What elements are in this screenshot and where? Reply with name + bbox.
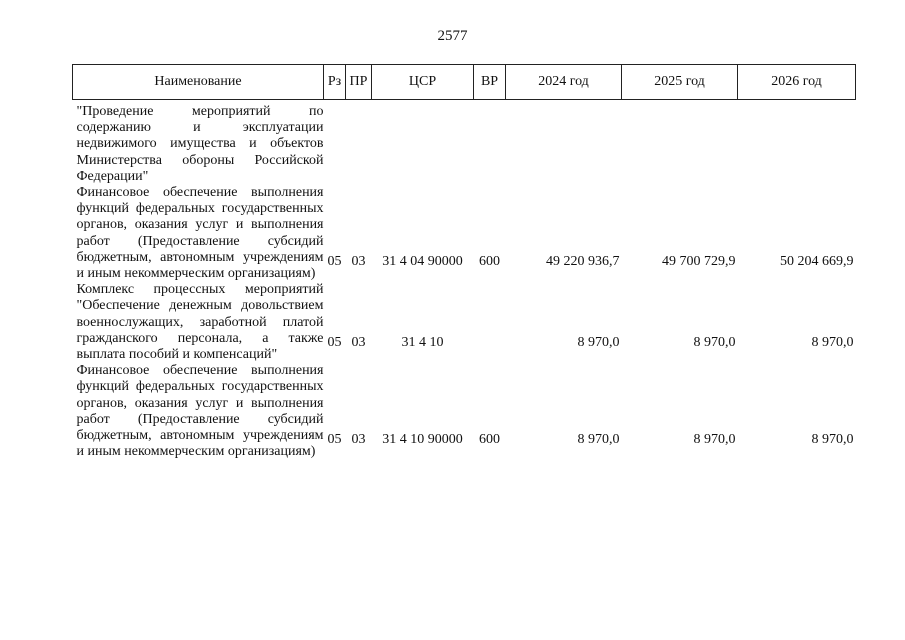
row-2025	[622, 100, 738, 186]
row-2024: 8 970,0	[577, 335, 620, 351]
row-vr: 600	[479, 254, 500, 270]
row-pr: 03	[351, 432, 366, 448]
column-header-2026: 2026 год	[738, 65, 856, 100]
table-row	[73, 363, 856, 460]
column-header-2025: 2025 год	[622, 65, 738, 100]
row-2024: 49 220 936,7	[546, 254, 620, 270]
row-2026	[738, 100, 856, 186]
row-csr: 31 4 10	[401, 335, 444, 351]
row-name: Финансовое обеспечение выполнения функций федеральных государственных органов, оказания услуг и выполнения работ (Предоставление субсидий бюджетным, автономным учреждениям и иным некоммерческим организациям)	[76, 185, 324, 282]
row-2025: 8 970,0	[693, 335, 736, 351]
row-csr: 31 4 10 90000	[382, 432, 463, 448]
row-2026: 50 204 669,9	[780, 254, 854, 270]
row-rz: 05	[327, 254, 342, 270]
column-header-pr: ПР	[346, 65, 372, 100]
table-row	[73, 185, 856, 282]
row-2025: 8 970,0	[693, 432, 736, 448]
row-vr	[474, 282, 506, 363]
table-row	[73, 100, 856, 186]
table-row	[73, 282, 856, 363]
row-pr	[346, 100, 372, 186]
row-rz	[324, 100, 346, 186]
table-header	[73, 65, 856, 100]
row-2024: 8 970,0	[577, 432, 620, 448]
row-2024	[506, 100, 622, 186]
budget-table	[72, 64, 856, 460]
row-name: Комплекс процессных мероприятий "Обеспечение денежным довольствием военнослужащих, заработной платой гражданского персонала, а также выплата пособий и компенсаций"	[76, 282, 324, 363]
row-2026: 8 970,0	[811, 432, 854, 448]
column-header-vr: ВР	[474, 65, 506, 100]
row-name: "Проведение мероприятий по содержанию и эксплуатации недвижимого имущества и объектов Министерства обороны Российской Федерации"	[76, 104, 324, 184]
row-vr	[474, 100, 506, 186]
row-csr	[372, 100, 474, 186]
column-header-csr: ЦСР	[372, 65, 474, 100]
column-header-2024: 2024 год	[506, 65, 622, 100]
row-rz: 05	[327, 335, 342, 351]
row-pr: 03	[351, 254, 366, 270]
row-vr: 600	[479, 432, 500, 448]
page-number: 2577	[437, 28, 468, 44]
row-rz: 05	[327, 432, 342, 448]
row-2026: 8 970,0	[811, 335, 854, 351]
row-name: Финансовое обеспечение выполнения функций федеральных государственных органов, оказания услуг и выполнения работ (Предоставление субсидий бюджетным, автономным учреждениям и иным некоммерческим организациям)	[76, 363, 324, 460]
row-csr: 31 4 04 90000	[382, 254, 463, 270]
row-2025: 49 700 729,9	[662, 254, 736, 270]
column-header-name: Наименование	[73, 65, 324, 100]
column-header-rz: Рз	[324, 65, 346, 100]
row-pr: 03	[351, 335, 366, 351]
